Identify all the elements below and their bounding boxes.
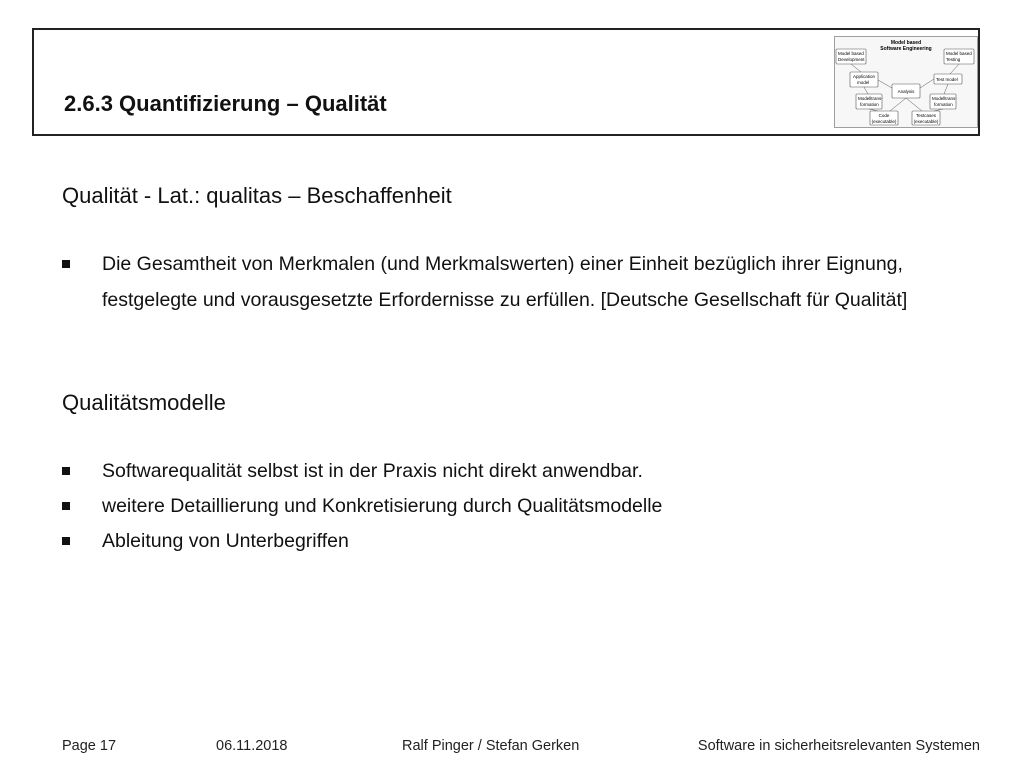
list-item (62, 523, 942, 559)
slide-title: 2.6.3 Quantifizierung – Qualität (64, 91, 387, 116)
mbd-label-2: Development (838, 57, 865, 62)
code-label-1: Code (878, 113, 890, 118)
mbt-label-2: Testing (946, 57, 961, 62)
bullet-text: Die Gesamtheit von Merkmalen (und Merkmalswerten) einer Einheit bezüglich ihrer Eignung, festgelegte und vorausgesetzte Erfordernisse zu erfüllen. [Deutsche Gesellschaft für Qualität] (102, 253, 908, 311)
bullet-square-icon (62, 467, 70, 475)
code-label-2: (executable) (871, 119, 897, 124)
application-model-label-1: Application (853, 74, 876, 79)
footer-date: 06.11.2018 (216, 738, 288, 754)
footer-page-number: Page 17 (62, 738, 117, 754)
list-item (62, 246, 942, 318)
bullet-text: Softwarequalität selbst ist in der Praxis nicht direkt anwendbar. (102, 460, 643, 482)
bullet-square-icon (62, 260, 70, 268)
application-model-label-2: model (857, 80, 870, 85)
heading-qualitaet: Qualität - Lat.: qualitas – Beschaffenheit (62, 183, 452, 208)
bullet-square-icon (62, 502, 70, 510)
right-transformation-label-2: formation (934, 102, 953, 107)
footer-authors: Ralf Pinger / Stefan Gerken (402, 738, 580, 754)
diagram-title-line1: Model based (890, 40, 922, 46)
bullet-square-icon (62, 537, 70, 545)
bullet-text: Ableitung von Unterbegriffen (102, 530, 349, 552)
model-based-se-diagram (834, 36, 978, 128)
footer-course-title: Software in sicherheitsrelevanten Systemen (697, 738, 980, 754)
right-transformation-label-1: Modelltrans- (932, 96, 957, 101)
mbt-label-1: Model based (946, 51, 972, 56)
list-item (62, 453, 942, 489)
test-model-label: Test model (936, 77, 958, 82)
analysis-label: Analysis (897, 89, 915, 94)
left-transformation-label-1: Modelltrans- (858, 96, 883, 101)
mbd-label-1: Model based (838, 51, 864, 56)
testcases-label-2: (executable) (913, 119, 939, 124)
testcases-label-1: Testcases (915, 113, 937, 118)
bullet-text: weitere Detaillierung und Konkretisierung durch Qualitätsmodelle (102, 495, 663, 517)
diagram-title-line2: Software Engineering (880, 46, 932, 52)
list-item (62, 488, 942, 524)
title-header-box (32, 28, 980, 136)
heading-qualitaetsmodelle: Qualitätsmodelle (62, 390, 226, 415)
left-transformation-label-2: formation (860, 102, 879, 107)
